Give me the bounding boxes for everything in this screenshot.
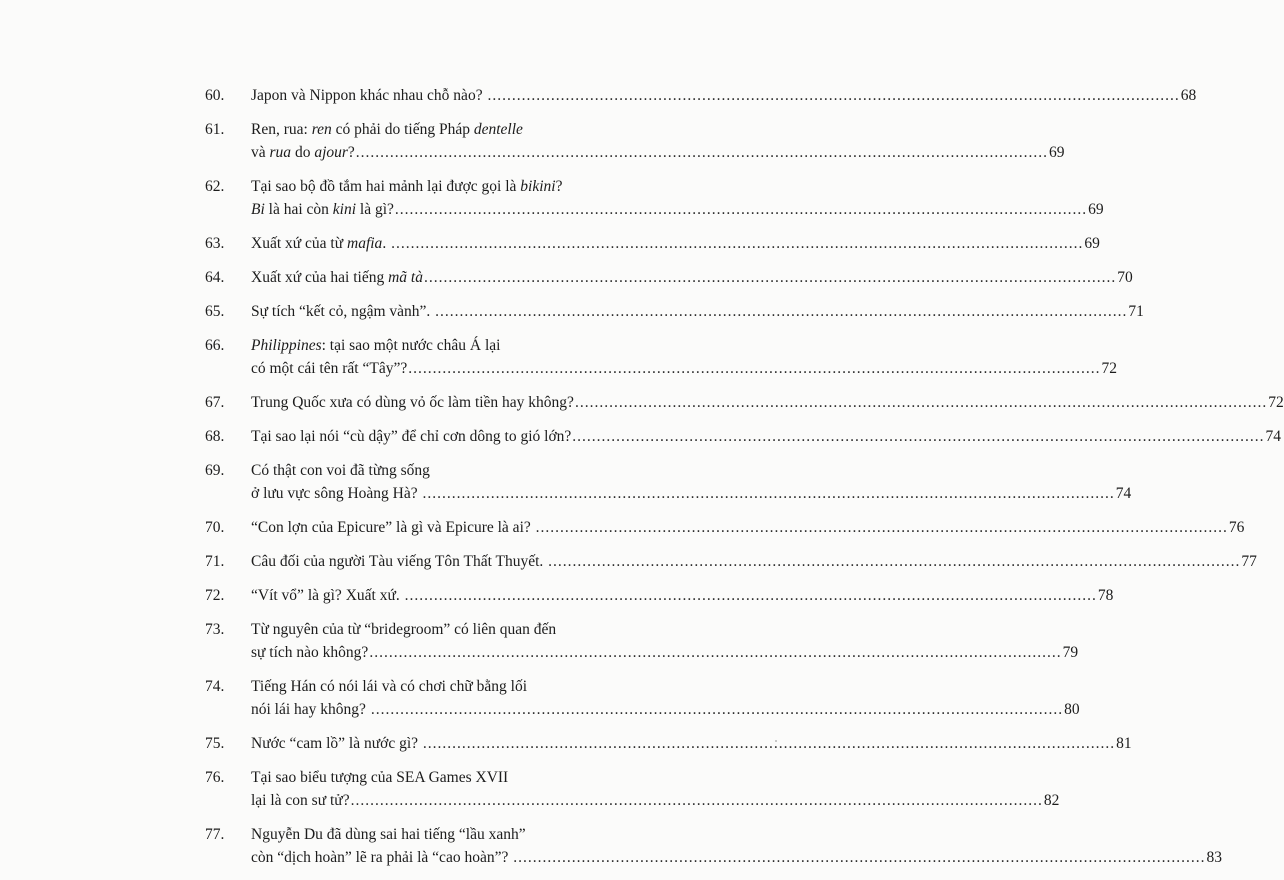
title-text: Tại sao bộ đồ tắm hai mảnh lại được gọi là	[251, 178, 521, 195]
title-text: Tại sao biểu tượng của SEA Games XVII	[251, 769, 509, 786]
title-text: “Vít vổ” là gì? Xuất xứ.	[251, 587, 404, 604]
paper-speck	[775, 740, 777, 742]
entry-title	[251, 516, 1245, 539]
entry-number: 73.	[205, 621, 225, 638]
page-number: 72	[1101, 360, 1117, 377]
toc-entry	[205, 618, 1079, 664]
dot-leader	[391, 232, 1083, 255]
entry-number: 65.	[205, 303, 225, 320]
entry-number: 74.	[205, 678, 225, 695]
italic-term: bikini	[520, 178, 556, 195]
italic-term: mã tà	[388, 269, 423, 286]
dot-leader	[536, 516, 1228, 539]
entry-number: 67.	[205, 394, 225, 411]
title-text: và	[251, 144, 270, 161]
entry-title	[251, 334, 1117, 380]
entry-title-line	[251, 766, 597, 789]
entry-title	[251, 391, 1284, 414]
entry-title	[251, 550, 1257, 573]
page-number: 70	[1117, 269, 1133, 286]
title-text: Nước “cam lồ” là nước gì?	[251, 735, 422, 752]
entry-title-line	[251, 391, 1284, 414]
title-text: Japon và Nippon khác nhau chỗ nào?	[251, 87, 487, 104]
dot-leader	[423, 482, 1115, 505]
italic-term: mafia	[347, 235, 383, 252]
entry-title-line	[251, 675, 597, 698]
entry-title-line	[251, 789, 1060, 812]
dot-leader	[435, 300, 1127, 323]
entry-title	[251, 823, 1222, 869]
title-text: ?	[347, 144, 355, 161]
title-text: còn “dịch hoàn” lẽ ra phải là “cao hoàn”?	[251, 849, 513, 866]
title-text: Ren, rua:	[251, 121, 312, 138]
title-text: có một cái tên rất “Tây”?	[251, 360, 408, 377]
entry-title-line	[251, 698, 1080, 721]
italic-term: dentelle	[473, 121, 523, 138]
entry-title-line	[251, 118, 597, 141]
dot-leader	[513, 846, 1205, 869]
title-text: Xuất xứ của từ	[251, 235, 347, 252]
page-number: 80	[1064, 701, 1080, 718]
dot-leader	[408, 357, 1100, 380]
dot-leader	[487, 84, 1179, 107]
entry-title	[251, 84, 1197, 107]
entry-title-line	[251, 198, 1104, 221]
page-number: 76	[1228, 519, 1245, 536]
entry-title-line	[251, 550, 1257, 573]
entry-title	[251, 675, 1080, 721]
entry-number: 60.	[205, 87, 225, 104]
entry-title	[251, 459, 1132, 505]
dot-leader	[351, 789, 1043, 812]
title-text: Nguyễn Du đã dùng sai hai tiếng “lầu xanh”	[251, 826, 526, 843]
entry-number: 61.	[205, 121, 225, 138]
entry-title	[251, 618, 1079, 664]
toc-entry	[205, 334, 1117, 380]
entry-number: 66.	[205, 337, 225, 354]
dot-leader	[424, 266, 1116, 289]
italic-term: ren	[311, 121, 332, 138]
entry-title-line	[251, 516, 1245, 539]
entry-title-line	[251, 175, 597, 198]
italic-term: rua	[269, 144, 292, 161]
entry-title	[251, 300, 1144, 323]
entry-title-line	[251, 334, 597, 357]
toc-entry	[205, 232, 1100, 255]
entry-number: 75.	[205, 735, 225, 752]
title-text: là gì?	[356, 201, 394, 218]
title-text: Sự tích “kết cỏ, ngậm vành”.	[251, 303, 435, 320]
page-number: 81	[1116, 735, 1132, 752]
page-number: 79	[1062, 644, 1079, 661]
page-number: 69	[1084, 235, 1100, 252]
italic-term: Bi	[251, 201, 265, 218]
title-text: Có thật con voi đã từng sống	[251, 462, 430, 479]
dot-leader	[371, 698, 1063, 721]
entry-title	[251, 766, 1060, 812]
entry-number: 76.	[205, 769, 225, 786]
title-text: nói lái hay không?	[251, 701, 370, 718]
toc-entry	[205, 732, 1132, 755]
title-text: Xuất xứ của hai tiếng	[251, 269, 389, 286]
toc-entry	[205, 584, 1114, 607]
entry-number: 77.	[205, 826, 225, 843]
entry-title	[251, 232, 1100, 255]
toc-entry	[205, 425, 1282, 448]
title-text: Từ nguyên của từ “bridegroom” có liên quan đến	[251, 621, 557, 638]
entry-title-line	[251, 618, 597, 641]
entry-title	[251, 175, 1104, 221]
entry-number: 64.	[205, 269, 225, 286]
page-number: 74	[1265, 428, 1282, 445]
toc-entry	[205, 550, 1257, 573]
entry-title	[251, 732, 1132, 755]
entry-title	[251, 118, 1065, 164]
title-text: Tiếng Hán có nói lái và có chơi chữ bằng lối	[251, 678, 528, 695]
dot-leader	[575, 391, 1267, 414]
italic-term: ajour	[314, 144, 348, 161]
title-text: .	[382, 235, 391, 252]
entry-title-line	[251, 425, 1282, 448]
dot-leader	[395, 198, 1087, 221]
dot-leader	[423, 732, 1115, 755]
page-number: 78	[1097, 587, 1114, 604]
title-text: ?	[555, 178, 563, 195]
title-text: sự tích nào không?	[251, 644, 369, 661]
page-number: 69	[1088, 201, 1104, 218]
italic-term: Philippines	[251, 337, 322, 354]
entry-title	[251, 266, 1133, 289]
page-number: 71	[1128, 303, 1144, 320]
entry-number: 63.	[205, 235, 225, 252]
table-of-contents	[205, 84, 1284, 880]
toc-entry	[205, 266, 1133, 289]
entry-number: 62.	[205, 178, 225, 195]
dot-leader	[572, 425, 1264, 448]
entry-title-line	[251, 300, 1144, 323]
entry-number: 70.	[205, 519, 225, 536]
entry-title-line	[251, 732, 1132, 755]
page-number: 82	[1043, 792, 1060, 809]
entry-title-line	[251, 584, 1114, 607]
toc-entry	[205, 118, 1065, 164]
title-text: là hai còn	[264, 201, 333, 218]
page-number: 83	[1206, 849, 1222, 866]
toc-entry	[205, 84, 1197, 107]
dot-leader	[405, 584, 1097, 607]
entry-title-line	[251, 459, 597, 482]
entry-title-line	[251, 141, 1065, 164]
dot-leader	[356, 141, 1048, 164]
toc-entry	[205, 823, 1222, 869]
title-text: có phải do tiếng Pháp	[331, 121, 474, 138]
dot-leader	[369, 641, 1061, 664]
title-text: do	[291, 144, 315, 161]
page-number: 69	[1049, 144, 1065, 161]
entry-title	[251, 425, 1282, 448]
toc-entry	[205, 675, 1080, 721]
entry-title-line	[251, 823, 597, 846]
page-number: 72	[1268, 394, 1284, 411]
entry-title-line	[251, 357, 1117, 380]
title-text: ở lưu vực sông Hoàng Hà?	[251, 485, 422, 502]
entry-number: 68.	[205, 428, 225, 445]
title-text: Trung Quốc xưa có dùng vỏ ốc làm tiền hay không?	[251, 394, 574, 411]
entry-number: 72.	[205, 587, 225, 604]
entry-title-line	[251, 482, 1132, 505]
entry-title-line	[251, 641, 1079, 664]
title-text: “Con lợn của Epicure” là gì và Epicure là ai?	[251, 519, 535, 536]
page-number: 77	[1241, 553, 1257, 570]
entry-number: 71.	[205, 553, 225, 570]
page-number: 74	[1115, 485, 1132, 502]
title-text: Tại sao lại nói “cù dậy” để chỉ cơn dông to gió lớn?	[251, 428, 572, 445]
toc-entry	[205, 175, 1104, 221]
entry-title-line	[251, 266, 1133, 289]
title-text: : tại sao một nước châu Á lại	[321, 337, 501, 354]
toc-entry	[205, 391, 1284, 414]
entry-title-line	[251, 232, 1100, 255]
entry-number: 69.	[205, 462, 225, 479]
title-text: lại là con sư tử?	[251, 792, 350, 809]
page-number: 68	[1180, 87, 1197, 104]
toc-entry	[205, 516, 1245, 539]
title-text: Câu đối của người Tàu viếng Tôn Thất Thuyết.	[251, 553, 548, 570]
entry-title	[251, 584, 1114, 607]
entry-title-line	[251, 846, 1222, 869]
toc-entry	[205, 459, 1132, 505]
italic-term: kini	[332, 201, 357, 218]
entry-title-line	[251, 84, 1197, 107]
toc-entry	[205, 766, 1060, 812]
toc-entry	[205, 300, 1144, 323]
dot-leader	[548, 550, 1240, 573]
